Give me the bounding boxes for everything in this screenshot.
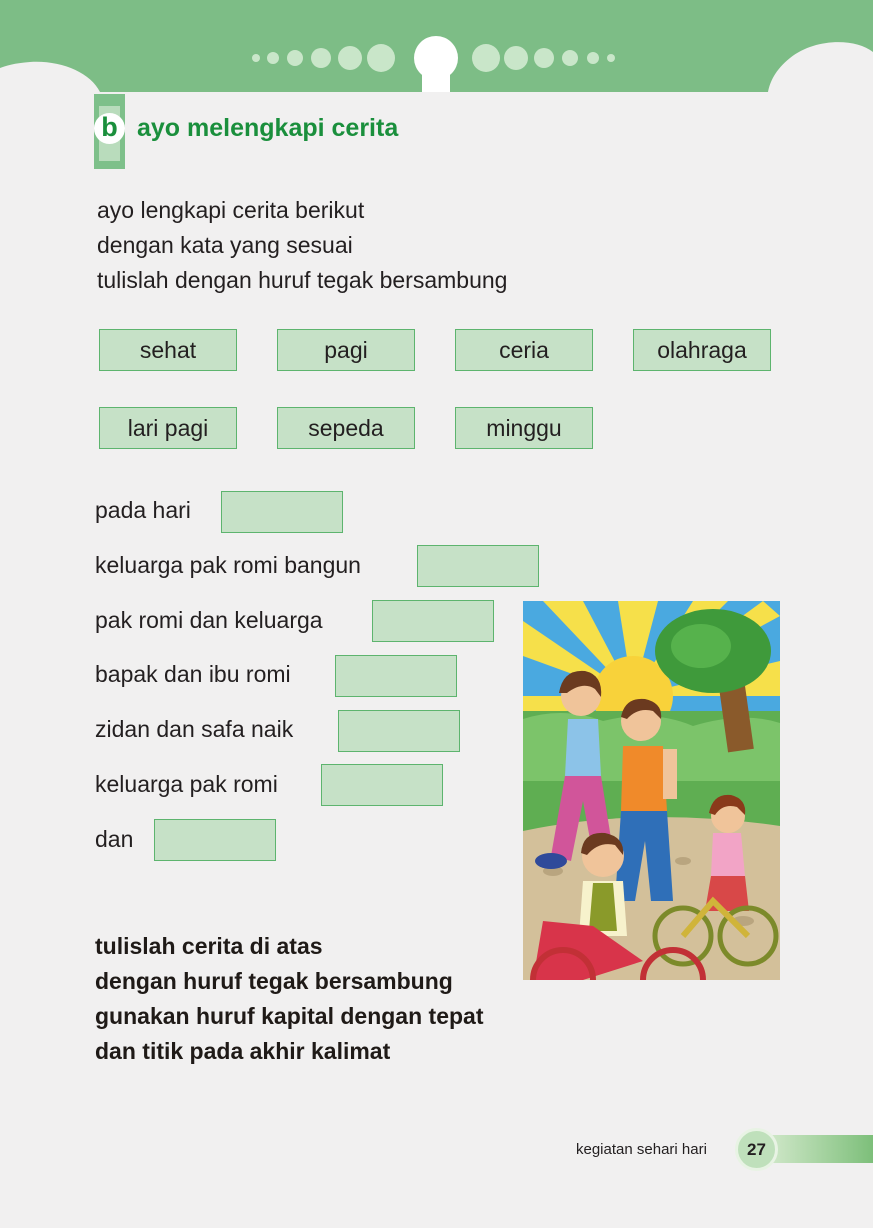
answer-blank-4[interactable] <box>335 655 457 697</box>
closing-instructions <box>95 929 483 1069</box>
story-line: pada hari <box>95 497 191 523</box>
chapter-title: kegiatan sehari hari <box>576 1141 707 1158</box>
word-box-minggu: minggu <box>455 407 593 449</box>
story-line: pak romi dan keluarga <box>95 607 323 633</box>
section-title: ayo melengkapi cerita <box>137 114 399 142</box>
word-box-pagi: pagi <box>277 329 415 371</box>
story-line: keluarga pak romi bangun <box>95 552 361 578</box>
story-line: bapak dan ibu romi <box>95 661 291 687</box>
closing-line: dan titik pada akhir kalimat <box>95 1038 391 1064</box>
instruction-line: tulislah dengan huruf tegak bersambung <box>97 267 508 293</box>
header-decoration <box>0 0 873 92</box>
page-header <box>0 0 873 92</box>
answer-blank-5[interactable] <box>338 710 460 752</box>
family-cycling-illustration <box>523 601 780 980</box>
word-box-sepeda: sepeda <box>277 407 415 449</box>
closing-line: tulislah cerita di atas <box>95 933 323 959</box>
answer-blank-3[interactable] <box>372 600 494 642</box>
closing-line: gunakan huruf kapital dengan tepat <box>95 1003 484 1029</box>
page-number: 27 <box>747 1140 766 1159</box>
answer-blank-1[interactable] <box>221 491 343 533</box>
section-letter: b <box>94 113 125 144</box>
answer-blank-6[interactable] <box>321 764 443 806</box>
instruction-line: dengan kata yang sesuai <box>97 232 353 258</box>
word-box-lari-pagi: lari pagi <box>99 407 237 449</box>
closing-line: dengan huruf tegak bersambung <box>95 968 453 994</box>
answer-blank-2[interactable] <box>417 545 539 587</box>
word-box-ceria: ceria <box>455 329 593 371</box>
instructions <box>97 193 507 298</box>
footer-bar <box>770 1135 873 1163</box>
story-line: zidan dan safa naik <box>95 716 294 742</box>
word-box-olahraga: olahraga <box>633 329 771 371</box>
answer-blank-7[interactable] <box>154 819 276 861</box>
story-line: keluarga pak romi <box>95 771 278 797</box>
instruction-line: ayo lengkapi cerita berikut <box>97 197 365 223</box>
story-line: dan <box>95 826 134 852</box>
word-box-sehat: sehat <box>99 329 237 371</box>
